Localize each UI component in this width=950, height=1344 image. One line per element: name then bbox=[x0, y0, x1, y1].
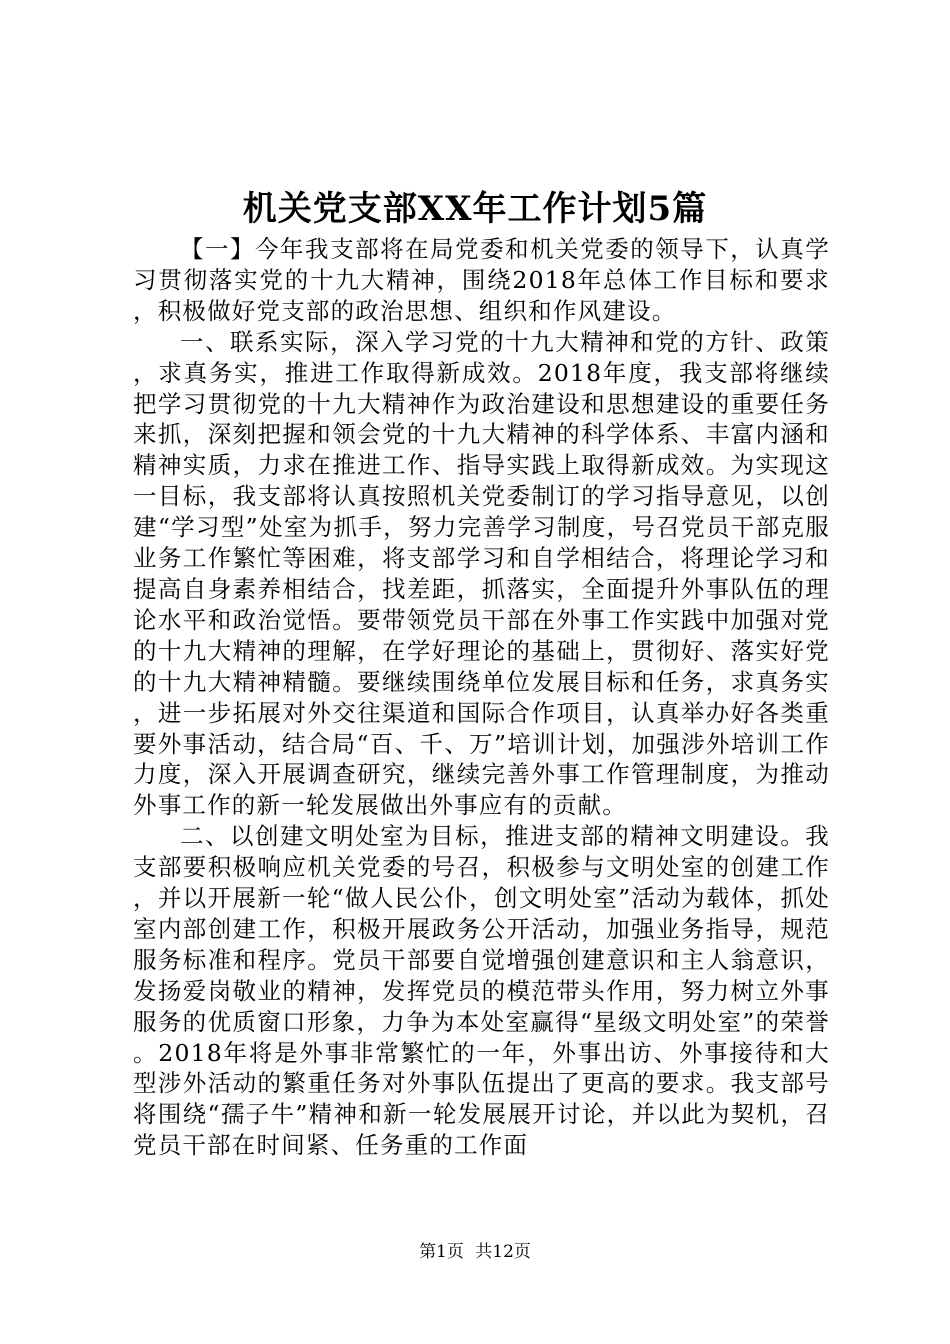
document-title: 机关党支部XX年工作计划5篇 bbox=[242, 189, 708, 229]
page-number-current: 第1页 bbox=[419, 1242, 464, 1262]
paragraph-section-one: 一、联系实际，深入学习党的十九大精神和党的方针、政策，求真务实，推进工作取得新成效。2018年度，我支部将继续把学习贯彻党的十九大精神作为政治建设和思想建设的重要任务来抓，深刻把握和领会党的十九大精神的科学体系、丰富内涵和精神实质，力求在推进工作、指导实践上取得新成效。为实现这一目标，我支部将认真按照机关党委制订的学习指导意见，以创建“学习型”处室为抓手，努力完善学习制度，号召党员干部克服业务工作繁忙等困难，将支部学习和自学相结合，将理论学习和提高自身素养相结合，找差距，抓落实，全面提升外事队伍的理论水平和政治觉悟。要带领党员干部在外事工作实践中加强对党的十九大精神的理解，在学好理论的基础上，贯彻好、落实好党的十九大精神精髓。要继续围绕单位发展目标和任务，求真务实，进一步拓展对外交往渠道和国际合作项目，认真举办好各类重要外事活动，结合局“百、千、万”培训计划，加强涉外培训工作力度，深入开展调查研究，继续完善外事工作管理制度，为推动外事工作的新一轮发展做出外事应有的贡献。 bbox=[133, 327, 830, 820]
page-footer bbox=[0, 1240, 950, 1264]
paragraph-intro: 【一】今年我支部将在局党委和机关党委的领导下，认真学习贯彻落实党的十九大精神，围绕2018年总体工作目标和要求，积极做好党支部的政治思想、组织和作风建设。 bbox=[133, 235, 830, 325]
page-number-total: 共12页 bbox=[475, 1242, 531, 1262]
document-body bbox=[133, 234, 830, 1161]
paragraph-section-two: 二、以创建文明处室为目标，推进支部的精神文明建设。我支部要积极响应机关党委的号召，积极参与文明处室的创建工作，并以开展新一轮“做人民公仆，创文明处室”活动为载体，抓处室内部创建工作，积极开展政务公开活动，加强业务指导，规范服务标准和程序。党员干部要自觉增强创建意识和主人翁意识，发扬爱岗敬业的精神，发挥党员的模范带头作用，努力树立外事服务的优质窗口形象，力争为本处室赢得“星级文明处室”的荣誉。2018年将是外事非常繁忙的一年，外事出访、外事接待和大型涉外活动的繁重任务对外事队伍提出了更高的要求。我支部号将围绕“孺子牛”精神和新一轮发展展开讨论，并以此为契机，召党员干部在时间紧、任务重的工作面 bbox=[133, 822, 830, 1160]
